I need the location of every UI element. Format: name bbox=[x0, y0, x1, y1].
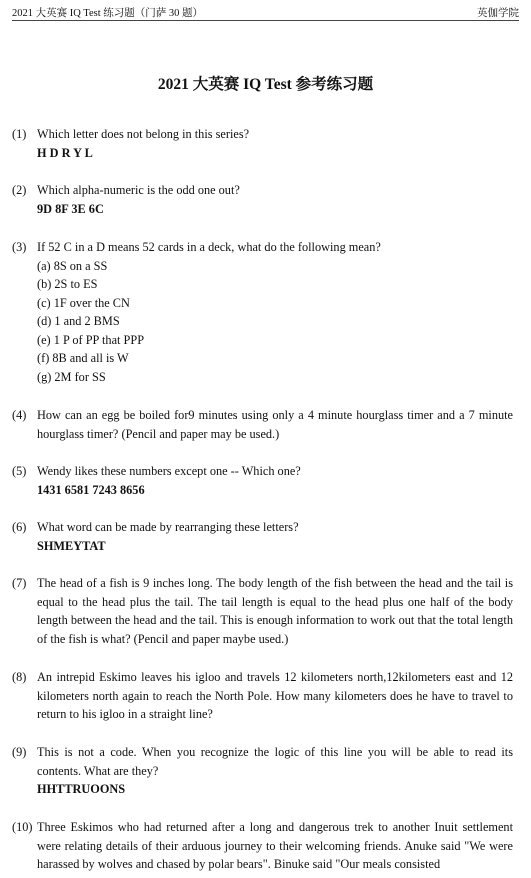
question-10 bbox=[12, 818, 513, 874]
question-answer-line: SHMEYTAT bbox=[37, 538, 106, 553]
question-answer-line: 9D 8F 3E 6C bbox=[37, 201, 104, 216]
question-answer-line: 1431 6581 7243 8656 bbox=[37, 482, 145, 497]
question-text: The head of a fish is 9 inches long. The body length of the fish between the head and the tail is equal to the head plus the tail. The tail length is equal to the head plus one half of the body length between the head and the tail. This is enough information to work out that the total length of the fish is what? (Pencil and paper maybe used.) bbox=[37, 576, 513, 646]
question-number: (7) bbox=[12, 576, 27, 590]
question-subitem: (f) 8B and all is W bbox=[37, 351, 129, 365]
question-2 bbox=[12, 181, 513, 218]
header-left-text: 2021 大英赛 IQ Test 练习题（门萨 30 题） bbox=[12, 8, 203, 19]
question-subitem: (e) 1 P of PP that PPP bbox=[37, 332, 145, 347]
question-number: (4) bbox=[12, 408, 27, 422]
question-7 bbox=[12, 574, 513, 648]
question-subitem: (g) 2M for SS bbox=[37, 369, 106, 384]
question-text: This is not a code. When you recognize the logic of this line you will be able to read its contents. What are they? bbox=[37, 745, 513, 778]
question-8 bbox=[12, 668, 513, 724]
question-text: Which alpha-numeric is the odd one out? bbox=[37, 183, 240, 197]
question-number: (5) bbox=[12, 464, 27, 478]
question-number: (10) bbox=[12, 820, 33, 834]
document-title: 2021 大英赛 IQ Test 参考练习题 bbox=[157, 76, 374, 93]
question-subitem: (c) 1F over the CN bbox=[37, 295, 130, 310]
question-text: What word can be made by rearranging these letters? bbox=[37, 520, 299, 534]
question-number: (6) bbox=[12, 520, 27, 534]
question-subitem: (b) 2S to ES bbox=[37, 277, 98, 291]
question-number: (3) bbox=[12, 240, 27, 254]
question-6 bbox=[12, 518, 513, 555]
question-answer-line: H D R Y L bbox=[37, 145, 93, 160]
page-header bbox=[12, 4, 519, 21]
question-number: (1) bbox=[12, 127, 27, 141]
question-text: Three Eskimos who had returned after a long and dangerous trek to another Inuit settlement were relating details of their arduous journey to their welcoming friends. Anuke said "We were harassed by wolves and chased by polar bears". Binuke said "Our meals consisted bbox=[37, 820, 513, 871]
question-4 bbox=[12, 406, 513, 443]
question-3 bbox=[12, 238, 513, 386]
question-text: Wendy likes these numbers except one -- Which one? bbox=[37, 464, 301, 478]
question-number: (8) bbox=[12, 670, 27, 684]
question-text: If 52 C in a D means 52 cards in a deck, what do the following mean? bbox=[37, 240, 381, 254]
question-subitem: (d) 1 and 2 BMS bbox=[37, 314, 120, 328]
question-subitem: (a) 8S on a SS bbox=[37, 258, 108, 273]
question-number: (9) bbox=[12, 745, 27, 759]
question-text: How can an egg be boiled for9 minutes using only a 4 minute hourglass timer and a 7 minute hourglass timer? (Pencil and paper may be used.) bbox=[37, 408, 513, 441]
question-text: Which letter does not belong in this series? bbox=[37, 127, 250, 141]
question-5 bbox=[12, 462, 513, 499]
header-right-text: 英伽学院 bbox=[477, 8, 519, 19]
question-1 bbox=[12, 125, 513, 162]
question-number: (2) bbox=[12, 183, 27, 197]
question-text: An intrepid Eskimo leaves his igloo and travels 12 kilometers north,12kilometers east and 12 kilometers north again to reach the North Pole. How many kilometers does he have to travel to return to his igloo in a straight line? bbox=[37, 670, 513, 721]
question-answer-line: HHTTRUOONS bbox=[37, 782, 126, 796]
question-9 bbox=[12, 743, 513, 799]
